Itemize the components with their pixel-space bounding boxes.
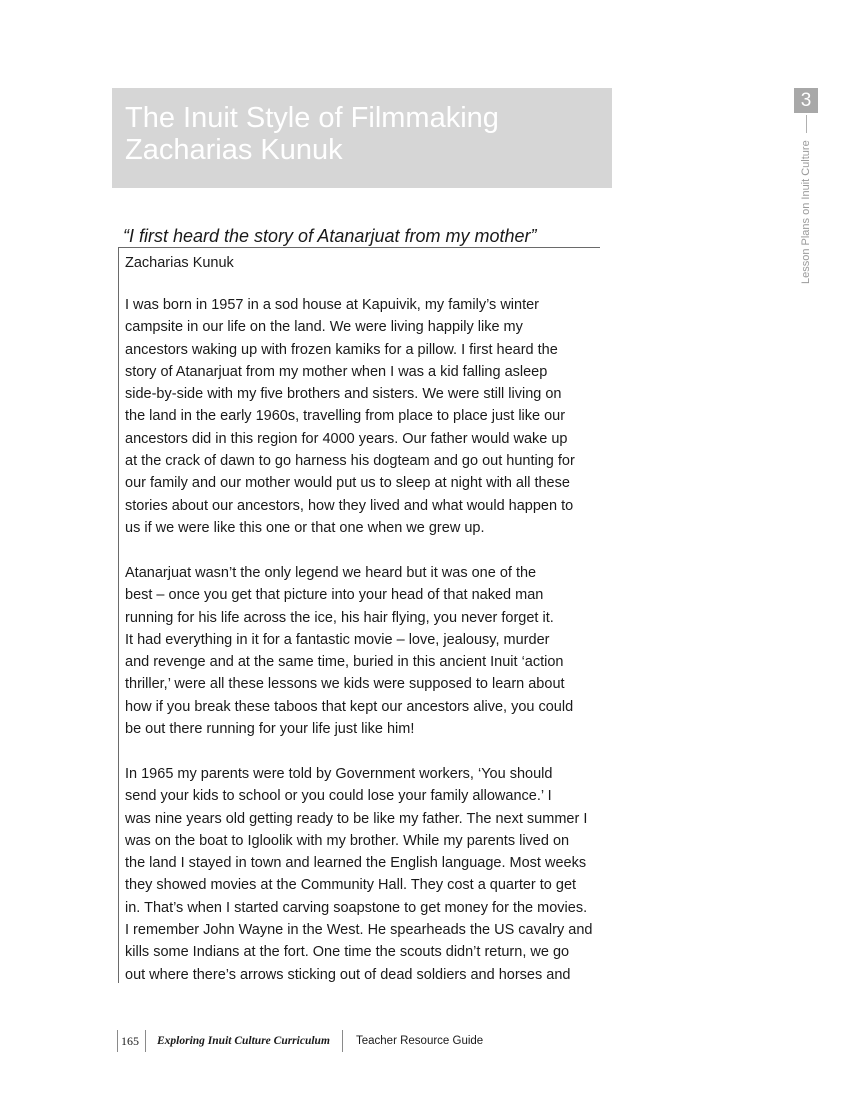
side-label (799, 124, 813, 284)
chapter-number-badge: 3 (794, 88, 818, 113)
paragraph-line: kills some Indians at the fort. One time the scouts didn’t return, we go (125, 944, 570, 961)
paragraph-2 (125, 562, 595, 740)
paragraph-line: I was born in 1957 in a sod house at Kapuivik, my family’s winter (125, 297, 539, 313)
paragraph-line: be out there running for your life just like him! (125, 721, 415, 738)
paragraph-line: and revenge and at the same time, buried in this ancient Inuit ‘action (125, 654, 564, 671)
paragraph-line: was on the boat to Igloolik with my brother. While my parents lived on (125, 832, 570, 849)
article-author: Zacharias Kunuk (125, 255, 234, 271)
paragraph-line: story of Atanarjuat from my mother when I was a kid falling asleep (125, 363, 548, 380)
paragraph-line: the land in the early 1960s, travelling from place to place just like our (125, 408, 566, 425)
article-left-rule (118, 248, 119, 983)
pull-quote-box (118, 225, 600, 248)
footer-divider (117, 1030, 118, 1052)
paragraph-1 (125, 294, 595, 539)
paragraph-line: they showed movies at the Community Hall. They cost a quarter to get (125, 877, 577, 894)
paragraph-line: at the crack of dawn to go harness his dogteam and go out hunting for (125, 453, 575, 470)
paragraph-line: running for his life across the ice, his hair flying, you never forget it. (125, 609, 554, 626)
pull-quote: “I first heard the story of Atanarjuat from my mother” (123, 226, 537, 246)
title-banner (112, 88, 612, 188)
paragraph-line: side-by-side with my five brothers and sisters. We were still living on (125, 386, 562, 403)
paragraph-line: send your kids to school or you could lose your family allowance.’ I (125, 788, 552, 805)
page-title: The Inuit Style of Filmmaking (125, 102, 499, 134)
paragraph-line: In 1965 my parents were told by Government workers, ‘You should (125, 766, 553, 782)
paragraph-line: best – once you get that picture into your head of that naked man (125, 587, 544, 604)
footer-divider (342, 1030, 343, 1052)
footer-section-label: Teacher Resource Guide (356, 1035, 484, 1047)
paragraph-line: our family and our mother would put us to sleep at night with all these (125, 475, 570, 492)
paragraph-line: in. That’s when I started carving soapstone to get money for the movies. (125, 899, 588, 916)
side-label-text: Lesson Plans on Inuit Culture (800, 140, 812, 284)
paragraph-line: campsite in our life on the land. We were living happily like my (125, 319, 523, 336)
paragraph-line: ancestors waking up with frozen kamiks for a pillow. I first heard the (125, 341, 558, 358)
paragraph-line: the land I stayed in town and learned the English language. Most weeks (125, 855, 587, 872)
paragraph-line: I remember John Wayne in the West. He spearheads the US cavalry and (125, 922, 593, 939)
paragraph-line: out where there’s arrows sticking out of dead soldiers and horses and (125, 966, 571, 983)
paragraph-line: was nine years old getting ready to be like my father. The next summer I (125, 810, 588, 827)
paragraph-line: stories about our ancestors, how they lived and what would happen to (125, 497, 574, 514)
page-subtitle: Zacharias Kunuk (125, 134, 343, 166)
paragraph-3 (125, 763, 595, 986)
footer-publication-title: Exploring Inuit Culture Curriculum (157, 1035, 330, 1047)
paragraph-line: thriller,’ were all these lessons we kids were supposed to learn about (125, 676, 565, 693)
paragraph-line: how if you break these taboos that kept our ancestors alive, you could (125, 698, 574, 715)
paragraph-line: us if we were like this one or that one when we grew up. (125, 519, 485, 536)
paragraph-line: It had everything in it for a fantastic movie – love, jealousy, murder (125, 631, 550, 648)
footer-divider (145, 1030, 146, 1052)
footer-page-number: 165 (121, 1034, 139, 1048)
paragraph-line: ancestors did in this region for 4000 years. Our father would wake up (125, 430, 568, 447)
paragraph-line: Atanarjuat wasn’t the only legend we heard but it was one of the (125, 565, 537, 581)
